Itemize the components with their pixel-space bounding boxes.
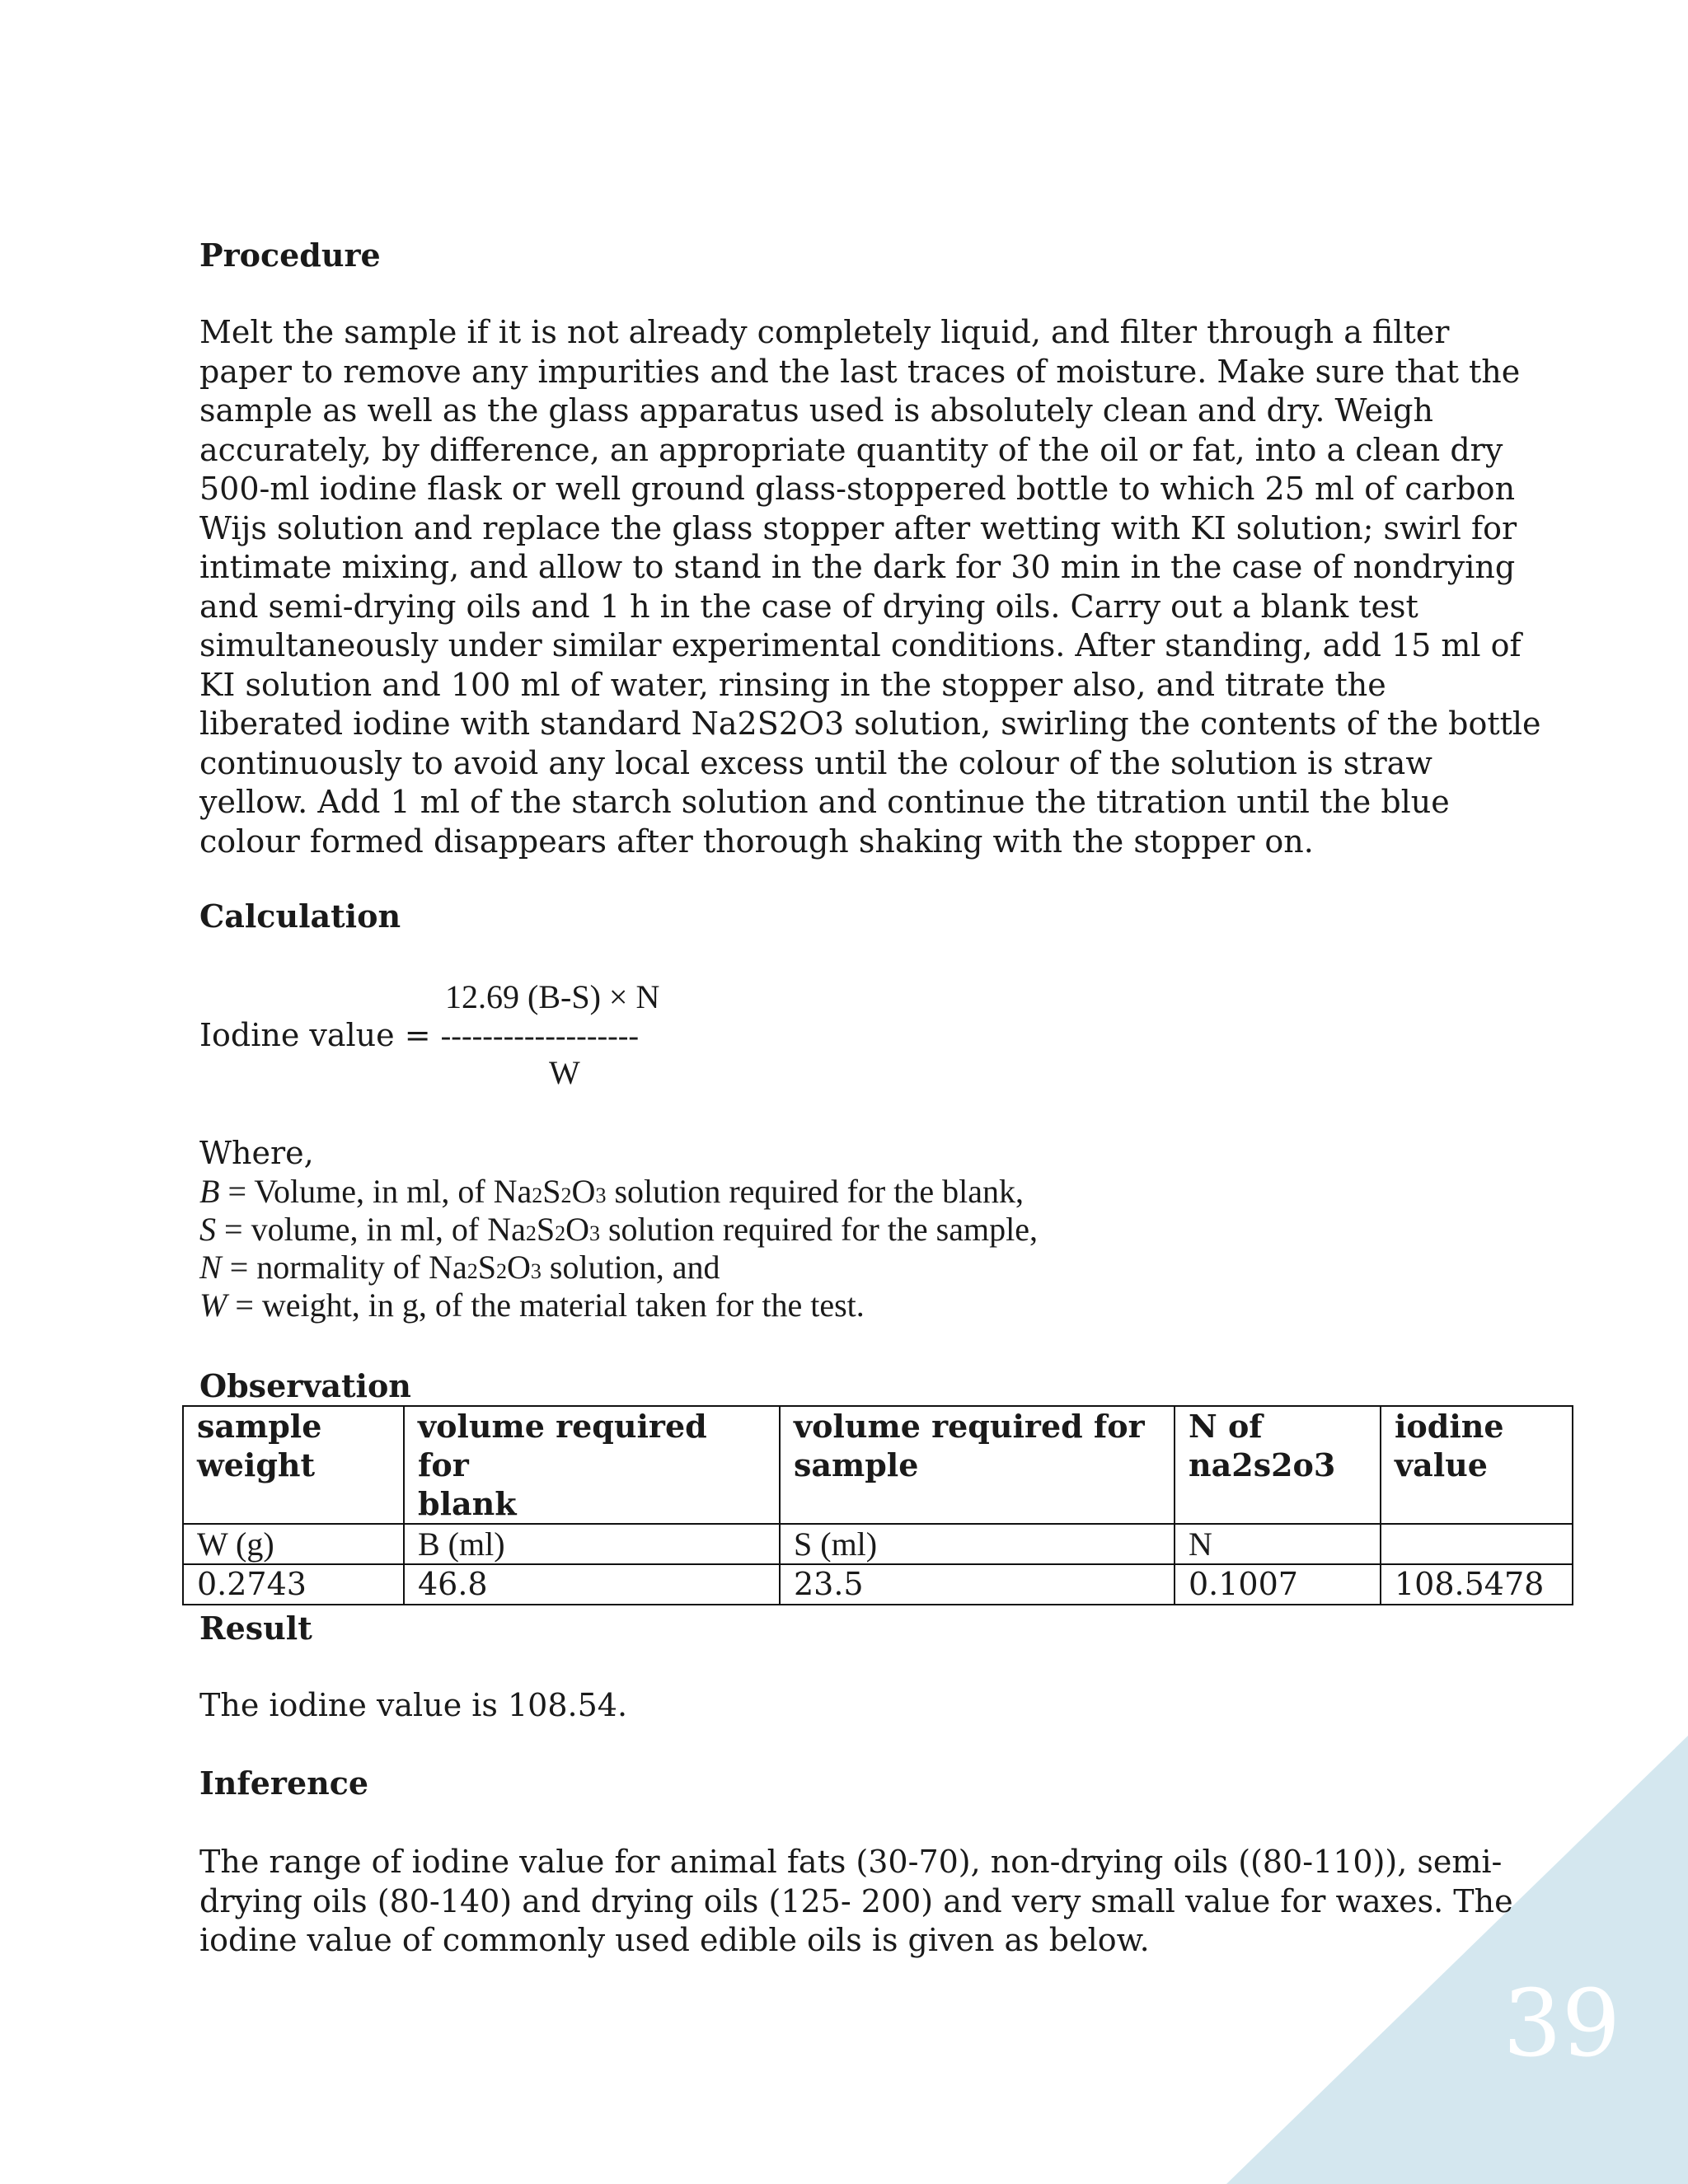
header-cell-normality [1175,1406,1381,1524]
procedure-line: Melt the sample if it is not already completely liquid, and filter through a filter [199,314,1450,350]
formula-fraction-bar: ------------------- [440,1019,640,1053]
inference-paragraph [199,1843,1568,1961]
header-text: na2s2o3 [1189,1446,1336,1483]
procedure-line: accurately, by difference, an appropriate quantity of the oil or fat, into a clean dry [199,431,1503,468]
inference-line: The range of iodine value for animal fats (30-70), non-drying oils ((80-110)), semi- [199,1844,1503,1880]
table-row-units [183,1524,1573,1564]
header-text: sample [794,1446,919,1483]
result-heading: Result [199,1610,312,1647]
definition-prefix: Volume, in ml, of Na [254,1173,532,1210]
subscript: 2 [496,1259,507,1283]
procedure-heading: Procedure [199,237,381,274]
procedure-line: KI solution and 100 ml of water, rinsing in the stopper also, and titrate the [199,666,1386,703]
header-cell-volume-sample [780,1406,1175,1524]
procedure-line: sample as well as the glass apparatus used is absolutely clean and dry. Weigh [199,392,1433,429]
subscript: 3 [588,1221,600,1245]
subscript: 2 [525,1221,537,1245]
where-item-w [199,1286,865,1325]
header-text: iodine [1395,1408,1504,1445]
header-text: volume required for [418,1408,707,1483]
header-cell-volume-blank [404,1406,780,1524]
procedure-line: colour formed disappears after thorough shaking with the stopper on. [199,823,1314,860]
header-cell-sample-weight [183,1406,404,1524]
equals-sign: = [219,1173,255,1210]
procedure-line: liberated iodine with standard Na2S2O3 solution, swirling the contents of the bottle [199,705,1541,742]
variable-symbol: S [199,1211,216,1248]
where-intro: Where, [199,1135,314,1171]
procedure-line: simultaneously under similar experimental conditions. After standing, add 15 ml of [199,627,1522,663]
header-text: blank [418,1485,517,1522]
procedure-paragraph [199,313,1568,861]
definition-text: weight, in g, of the material taken for the test. [261,1286,865,1324]
formula-line [199,1015,639,1056]
definition-suffix: solution required for the blank, [606,1173,1024,1210]
subscript: 3 [595,1183,607,1207]
formula-part: S [542,1173,561,1210]
definition-prefix: normality of Na [256,1249,467,1286]
procedure-line: and semi-drying oils and 1 h in the case of drying oils. Carry out a blank test [199,588,1418,625]
equals-sign: = [221,1249,257,1286]
inference-line: iodine value of commonly used edible oils is given as below. [199,1922,1150,1958]
calculation-heading: Calculation [199,898,401,935]
subscript: 2 [555,1221,566,1245]
formula-numerator: 12.69 (B-S) × N [445,978,660,1015]
table-cell: N [1175,1524,1381,1564]
procedure-line: intimate mixing, and allow to stand in the dark for 30 min in the case of nondrying [199,549,1516,585]
definition-text [256,1249,720,1286]
formula-part: S [477,1249,496,1286]
procedure-line: Wijs solution and replace the glass stopper after wetting with KI solution; swirl for [199,509,1517,546]
subscript: 2 [467,1259,478,1283]
inference-line: drying oils (80-140) and drying oils (125- 200) and very small value for waxes. The [199,1882,1513,1919]
header-text: sample [197,1408,322,1445]
subscript: 3 [530,1259,542,1283]
formula-part: O [565,1211,589,1248]
inference-heading: Inference [199,1765,369,1802]
definition-text [254,1173,1024,1210]
header-text: volume required for [794,1408,1145,1445]
page-number: 39 [1503,1971,1620,2078]
formula-part: O [507,1249,531,1286]
where-item-b [199,1172,1024,1215]
table-cell: S (ml) [780,1524,1175,1564]
header-text: N of [1189,1408,1263,1445]
table-cell: 23.5 [780,1564,1175,1605]
table-header-row [183,1406,1573,1524]
table-cell [1381,1524,1573,1564]
result-text: The iodine value is 108.54. [199,1687,628,1723]
definition-suffix: solution required for the sample, [599,1211,1038,1248]
table-cell: 108.5478 [1381,1564,1573,1605]
formula-part: S [536,1211,556,1248]
equals-sign: = [227,1286,262,1324]
formula-denominator: W [549,1054,580,1091]
equals-sign: = [216,1211,251,1248]
observation-table [182,1405,1573,1605]
definition-text [251,1211,1038,1248]
variable-symbol: W [199,1286,227,1324]
subscript: 2 [532,1183,543,1207]
procedure-line: continuously to avoid any local excess until the colour of the solution is straw [199,744,1432,781]
variable-symbol: B [199,1173,220,1210]
formula-part: O [571,1173,596,1210]
header-cell-iodine-value [1381,1406,1573,1524]
header-text: weight [197,1446,316,1483]
procedure-line: yellow. Add 1 ml of the starch solution and continue the titration until the blue [199,784,1450,820]
where-item-n [199,1248,720,1291]
table-cell: 0.2743 [183,1564,404,1605]
header-text: value [1395,1446,1488,1483]
formula-lhs: Iodine value = [199,1017,441,1053]
variable-symbol: N [199,1249,222,1286]
subscript: 2 [560,1183,572,1207]
procedure-line: paper to remove any impurities and the last traces of moisture. Make sure that the [199,353,1521,390]
definition-prefix: volume, in ml, of Na [251,1211,526,1248]
procedure-line: 500-ml iodine flask or well ground glass-stoppered bottle to which 25 ml of carbon [199,471,1516,507]
definition-suffix: solution, and [541,1249,720,1286]
table-cell: B (ml) [404,1524,780,1564]
table-row-values [183,1564,1573,1605]
table-cell: 46.8 [404,1564,780,1605]
observation-heading: Observation [199,1367,411,1404]
table-cell: 0.1007 [1175,1564,1381,1605]
where-item-s [199,1210,1038,1253]
table-cell: W (g) [183,1524,404,1564]
